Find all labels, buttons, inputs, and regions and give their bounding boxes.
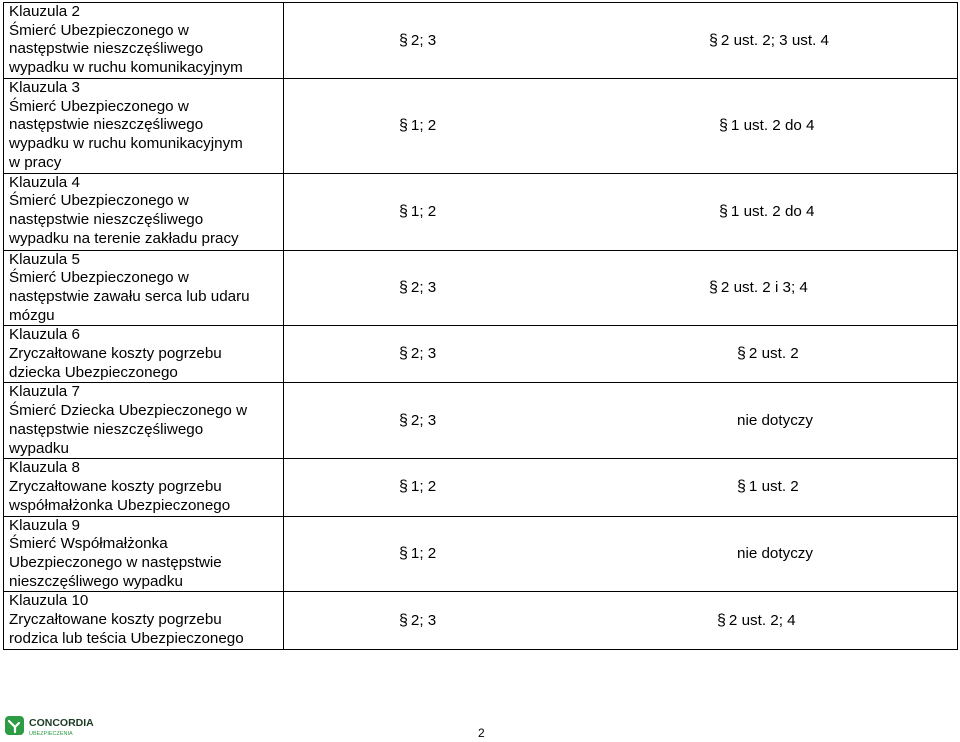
clause-cell <box>4 592 284 650</box>
clause-description-line: wypadku <box>9 439 69 457</box>
owu-reference-text: 2; 3 <box>410 31 437 49</box>
clause-reference <box>719 117 815 135</box>
clause-reference <box>737 412 813 430</box>
clause-description-line: Śmierć Ubezpieczonego w <box>9 97 189 115</box>
clause-reference-text: 1 ust. 2 do 4 <box>730 202 815 220</box>
section-sign-icon: § <box>399 278 408 296</box>
clause-description-line: w pracy <box>9 153 62 171</box>
references-wrap <box>284 79 957 172</box>
owu-reference-text: 2; 3 <box>410 345 437 363</box>
clause-description-line: Śmierć Ubezpieczonego w <box>9 269 189 287</box>
clause-description-line: współmałżonka Ubezpieczonego <box>9 496 231 514</box>
references-wrap <box>284 517 957 591</box>
table-row <box>4 516 958 592</box>
owu-reference-text: 1; 2 <box>410 116 437 134</box>
references-wrap <box>284 459 957 515</box>
section-sign-icon: § <box>399 478 408 496</box>
owu-reference-text: 2; 3 <box>410 411 437 429</box>
clause-number: Klauzula 6 <box>9 326 80 344</box>
owu-reference <box>399 203 436 221</box>
clause-description-line: dziecka Ubezpieczonego <box>9 363 178 381</box>
clause-cell <box>4 79 284 174</box>
section-sign-icon: § <box>399 411 408 429</box>
section-sign-icon: § <box>399 611 408 629</box>
section-sign-icon: § <box>719 202 728 220</box>
clause-reference-text: 2 ust. 2 <box>748 345 799 363</box>
clause-reference-text: 2 ust. 2; 4 <box>728 611 796 629</box>
section-sign-icon: § <box>719 116 728 134</box>
clause-description-line: Śmierć Dziecka Ubezpieczonego w <box>9 402 248 420</box>
clause-reference <box>737 345 799 363</box>
clause-reference <box>709 32 829 50</box>
clause-reference <box>709 279 808 297</box>
references-cell <box>284 326 958 383</box>
clause-cell <box>4 383 284 459</box>
clause-description-line: następstwie zawału serca lub udaru <box>9 287 250 305</box>
table-row <box>4 250 958 326</box>
clause-reference-text: 2 ust. 2; 3 ust. 4 <box>720 31 829 49</box>
owu-reference-text: 2; 3 <box>410 611 437 629</box>
clause-cell <box>4 459 284 516</box>
clause-reference <box>719 203 815 221</box>
table-row <box>4 383 958 459</box>
references-wrap <box>284 383 957 458</box>
clause-cell <box>4 516 284 592</box>
clause-description-line: następstwie nieszczęśliwego <box>9 116 204 134</box>
table-row <box>4 3 958 79</box>
references-wrap <box>284 327 957 381</box>
section-sign-icon: § <box>717 611 726 629</box>
references-cell <box>284 592 958 650</box>
clause-description-line: Śmierć Współmałżonka <box>9 535 168 553</box>
section-sign-icon: § <box>399 544 408 562</box>
section-sign-icon: § <box>709 278 718 296</box>
clause-description-line: następstwie nieszczęśliwego <box>9 40 204 58</box>
section-sign-icon: § <box>737 478 746 496</box>
clause-number: Klauzula 4 <box>9 173 80 191</box>
clause-description-line: następstwie nieszczęśliwego <box>9 210 204 228</box>
owu-reference <box>399 279 436 297</box>
clause-reference <box>717 612 796 630</box>
section-sign-icon: § <box>399 202 408 220</box>
references-cell <box>284 250 958 326</box>
clause-cell <box>4 250 284 326</box>
owu-reference <box>399 478 436 496</box>
clause-number: Klauzula 9 <box>9 516 80 534</box>
references-cell <box>284 79 958 174</box>
clause-description-line: Ubezpieczonego w następstwie <box>9 553 222 571</box>
references-cell <box>284 459 958 516</box>
clause-description-line: wypadku na terenie zakładu pracy <box>9 229 239 247</box>
references-wrap <box>284 3 957 78</box>
clause-number: Klauzula 7 <box>9 383 80 401</box>
clause-cell <box>4 173 284 250</box>
clause-description-line: Śmierć Ubezpieczonego w <box>9 21 189 39</box>
references-wrap <box>284 592 957 649</box>
section-sign-icon: § <box>709 31 718 49</box>
clause-description-line: rodzica lub teścia Ubezpieczonego <box>9 629 244 647</box>
clause-number: Klauzula 10 <box>9 592 89 610</box>
page-number: 2 <box>478 726 485 740</box>
clause-reference-text: 1 ust. 2 <box>748 478 799 496</box>
owu-reference <box>399 32 436 50</box>
concordia-logo <box>4 714 104 742</box>
clause-number: Klauzula 8 <box>9 459 80 477</box>
clause-reference <box>737 478 799 496</box>
table-row <box>4 79 958 174</box>
clause-number: Klauzula 2 <box>9 3 80 20</box>
clause-description-line: nieszczęśliwego wypadku <box>9 572 183 590</box>
clause-description-line: następstwie nieszczęśliwego <box>9 420 204 438</box>
logo-subtitle: UBEZPIECZENIA <box>29 731 73 737</box>
clause-description-line: Zryczałtowane koszty pogrzebu <box>9 345 222 363</box>
section-sign-icon: § <box>399 116 408 134</box>
clause-description-line: Śmierć Ubezpieczonego w <box>9 192 189 210</box>
owu-reference <box>399 412 436 430</box>
owu-reference-text: 1; 2 <box>410 478 437 496</box>
clause-description-line: wypadku w ruchu komunikacyjnym <box>9 59 243 77</box>
owu-reference-text: 1; 2 <box>410 544 437 562</box>
owu-reference <box>399 117 436 135</box>
owu-reference <box>399 545 436 563</box>
owu-reference <box>399 345 436 363</box>
clause-reference-text: nie dotyczy <box>737 544 813 562</box>
owu-reference-text: 1; 2 <box>410 202 437 220</box>
clause-number: Klauzula 5 <box>9 250 80 268</box>
section-sign-icon: § <box>399 31 408 49</box>
clause-cell <box>4 3 284 79</box>
owu-reference <box>399 612 436 630</box>
clause-cell <box>4 326 284 383</box>
references-cell <box>284 173 958 250</box>
table-row <box>4 173 958 250</box>
references-wrap <box>284 174 957 250</box>
clause-number: Klauzula 3 <box>9 79 80 96</box>
clause-description-line: wypadku w ruchu komunikacyjnym <box>9 135 243 153</box>
clause-reference-text: 1 ust. 2 do 4 <box>730 116 815 134</box>
clauses-table <box>3 2 958 650</box>
references-cell <box>284 383 958 459</box>
clause-description-line: Zryczałtowane koszty pogrzebu <box>9 611 222 629</box>
logo-name: CONCORDIA <box>29 717 94 729</box>
clause-reference-text: 2 ust. 2 i 3; 4 <box>720 278 808 296</box>
references-cell <box>284 3 958 79</box>
table-row <box>4 459 958 516</box>
references-cell <box>284 516 958 592</box>
table-row <box>4 592 958 650</box>
clause-description-line: Zryczałtowane koszty pogrzebu <box>9 478 222 496</box>
clause-reference <box>737 545 813 563</box>
owu-reference-text: 2; 3 <box>410 278 437 296</box>
table-row <box>4 326 958 383</box>
clause-reference-text: nie dotyczy <box>737 411 813 429</box>
clause-description-line: mózgu <box>9 306 55 324</box>
concordia-logo-graphic <box>4 714 104 738</box>
section-sign-icon: § <box>399 345 408 363</box>
section-sign-icon: § <box>737 345 746 363</box>
references-wrap <box>284 251 957 325</box>
